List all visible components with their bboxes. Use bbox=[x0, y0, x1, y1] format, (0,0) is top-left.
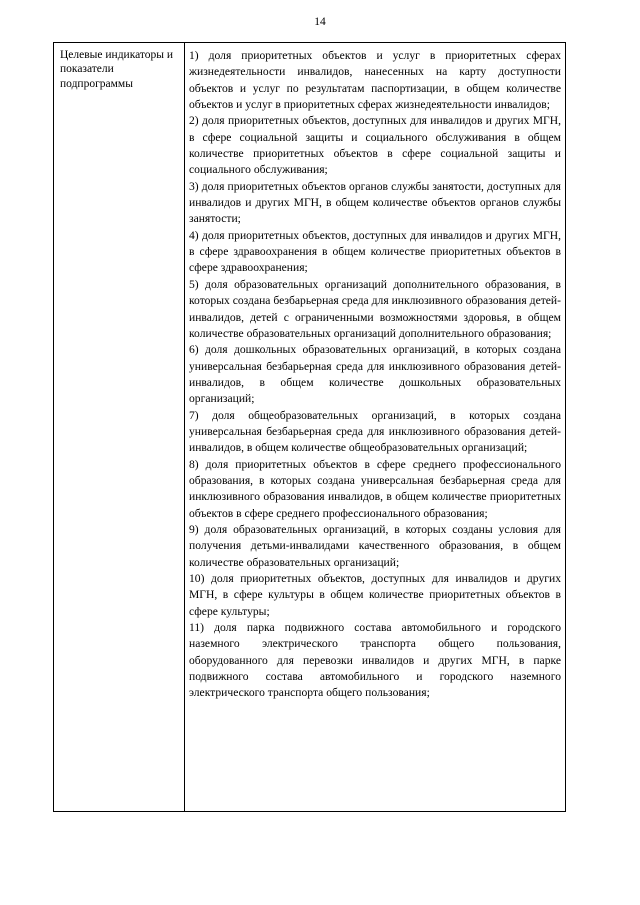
indicator-item-9: 9) доля образовательных организаций, в которых созданы условия для получения детьми-инвалидами качественного образования, в общем количестве образовательных организаций; bbox=[189, 522, 561, 569]
indicator-item-8: 8) доля приоритетных объектов в сфере среднего профессионального образования, в которых создана универсальная безбарьерная среда для инклюзивного образования инвалидов, в общем количестве приоритетных объектов в сфере среднего профессионального образования; bbox=[189, 457, 561, 520]
indicator-item-5: 5) доля образовательных организаций дополнительного образования, в которых создана безбарьерная среда для инклюзивного образования детей-инвалидов, детей с ограниченными возможностями здоровья, в общем количестве образовательных организаций дополнительного образования; bbox=[189, 277, 561, 340]
table-label-cell: Целевые индикаторы и показатели подпрограммы bbox=[54, 43, 185, 811]
page-number: 14 bbox=[314, 16, 326, 28]
indicator-item-3: 3) доля приоритетных объектов органов службы занятости, доступных для инвалидов и других МГН, в общем количестве объектов органов службы занятости; bbox=[189, 179, 561, 226]
indicators-table bbox=[53, 42, 566, 812]
table-content-cell bbox=[185, 43, 565, 811]
indicator-item-7: 7) доля общеобразовательных организаций, в которых создана универсальная безбарьерная среда для инклюзивного образования детей-инвалидов, в общем количестве общеобразовательных организаций; bbox=[189, 408, 561, 455]
indicator-item-4: 4) доля приоритетных объектов, доступных для инвалидов и других МГН, в сфере здравоохранения в общем количестве приоритетных объектов в сфере здравоохранения; bbox=[189, 228, 561, 275]
indicator-item-2: 2) доля приоритетных объектов, доступных для инвалидов и других МГН, в сфере социальной защиты и социального обслуживания в общем количестве приоритетных объектов в сфере социальной защиты и социального обслуживания; bbox=[189, 114, 561, 177]
indicator-item-6: 6) доля дошкольных образовательных организаций, в которых создана универсальная безбарьерная среда для инклюзивного образования детей-инвалидов, в общем количестве дошкольных образовательных организаций; bbox=[189, 343, 561, 406]
indicator-item-10: 10) доля приоритетных объектов, доступных для инвалидов и других МГН, в сфере культуры в общем количестве приоритетных объектов в сфере культуры; bbox=[189, 572, 561, 618]
indicator-item-1: 1) доля приоритетных объектов и услуг в приоритетных сферах жизнедеятельности инвалидов, нанесенных на карту доступности объектов и услуг по результатам паспортизации, в общем количестве объектов и услуг в приоритетных сферах жизнедеятельности инвалидов; bbox=[189, 49, 561, 112]
indicator-item-11: 11) доля парка подвижного состава автомобильного и городского наземного электрического транспорта общего пользования, оборудованного для перевозки инвалидов и других МГН, в парке подвижного состава автомобильного и городского наземного электрического транспорта общего пользования; bbox=[189, 621, 561, 700]
